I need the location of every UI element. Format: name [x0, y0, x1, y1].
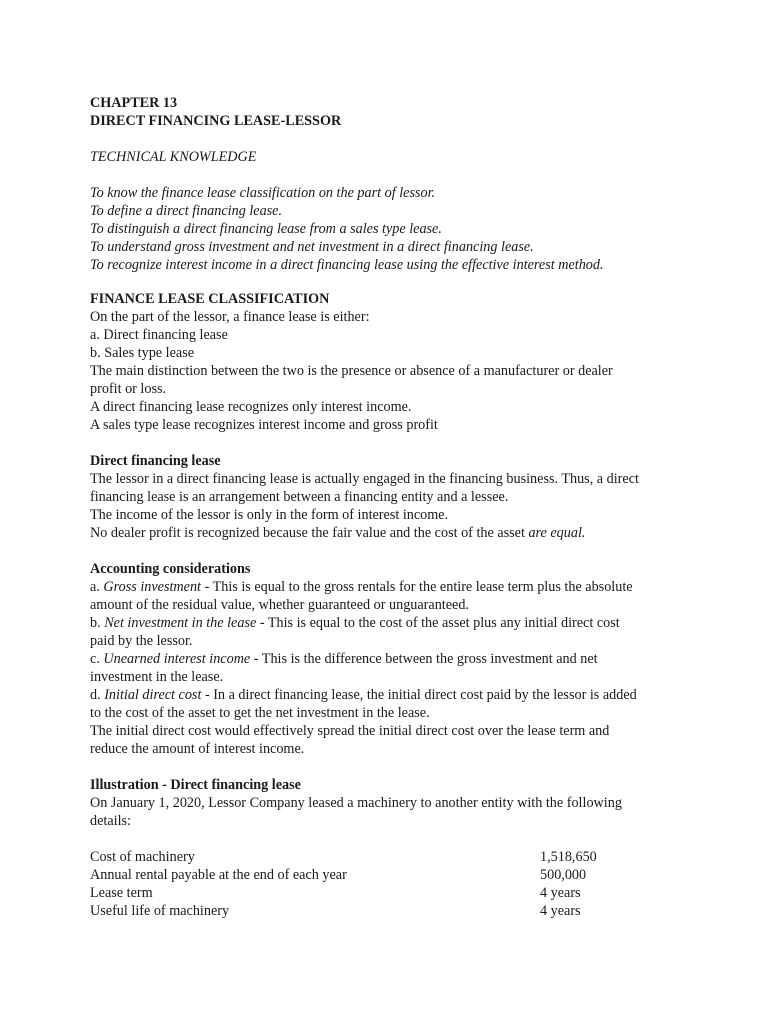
list-item — [90, 614, 710, 632]
illustration-heading: Illustration - Direct financing lease — [90, 777, 301, 793]
paragraph-line: to the cost of the asset to get the net investment in the lease. — [90, 705, 430, 721]
paragraph-line: The lessor in a direct financing lease is actually engaged in the financing business. Thus, a direct — [90, 471, 639, 487]
objective-item: To know the finance lease classification on the part of lessor. — [90, 185, 436, 201]
paragraph-line: On the part of the lessor, a finance lease is either: — [90, 309, 370, 325]
detail-value: 500,000 — [540, 867, 587, 883]
term-gross-investment: Gross investment — [103, 579, 202, 595]
text-span: - This is equal to the cost of the asset plus any initial direct cost — [256, 615, 620, 631]
paragraph-line: A sales type lease recognizes interest income and gross profit — [90, 417, 438, 433]
term-initial-direct-cost: Initial direct cost — [104, 687, 202, 703]
paragraph-line: amount of the residual value, whether guaranteed or unguaranteed. — [90, 597, 469, 613]
detail-value: 4 years — [540, 903, 581, 919]
paragraph-line: On January 1, 2020, Lessor Company leased a machinery to another entity with the following — [90, 795, 622, 811]
page-content — [90, 94, 710, 920]
item-prefix: d. — [90, 687, 105, 703]
paragraph-line: financing lease is an arrangement between a financing entity and a lessee. — [90, 489, 509, 505]
term-unearned-interest: Unearned interest income — [103, 651, 251, 667]
detail-value: 1,518,650 — [540, 849, 597, 865]
detail-row — [90, 866, 710, 884]
detail-label: Cost of machinery — [90, 849, 195, 865]
paragraph-line: The income of the lessor is only in the form of interest income. — [90, 507, 449, 523]
paragraph-line: profit or loss. — [90, 381, 167, 397]
paragraph-line — [90, 524, 710, 542]
paragraph-line: The main distinction between the two is the presence or absence of a manufacturer or dealer — [90, 363, 613, 379]
item-prefix: c. — [90, 651, 104, 667]
emphasis-text: are equal. — [528, 525, 586, 541]
objective-item: To recognize interest income in a direct financing lease using the effective interest method. — [90, 257, 604, 273]
paragraph-line: paid by the lessor. — [90, 633, 193, 649]
detail-row — [90, 902, 710, 920]
text-span: - This is equal to the gross rentals for the entire lease term plus the absolute — [201, 579, 633, 595]
text-span: - In a direct financing lease, the initial direct cost paid by the lessor is added — [201, 687, 637, 703]
paragraph-line: A direct financing lease recognizes only interest income. — [90, 399, 412, 415]
chapter-number: CHAPTER 13 — [90, 95, 178, 111]
classification-heading: FINANCE LEASE CLASSIFICATION — [90, 291, 330, 307]
list-item — [90, 578, 710, 596]
item-prefix: b. — [90, 615, 105, 631]
lease-details-table — [90, 848, 710, 920]
term-net-investment: Net investment in the lease — [104, 615, 257, 631]
paragraph-line: The initial direct cost would effectively spread the initial direct cost over the lease term and — [90, 723, 610, 739]
text-span: No dealer profit is recognized because the fair value and the cost of the asset — [90, 525, 529, 541]
detail-row — [90, 848, 710, 866]
detail-label: Useful life of machinery — [90, 903, 230, 919]
objective-item: To understand gross investment and net investment in a direct financing lease. — [90, 239, 534, 255]
direct-financing-heading: Direct financing lease — [90, 453, 221, 469]
technical-knowledge-heading: TECHNICAL KNOWLEDGE — [90, 149, 257, 165]
paragraph-line: reduce the amount of interest income. — [90, 741, 305, 757]
list-item — [90, 650, 710, 668]
text-span: - This is the difference between the gross investment and net — [250, 651, 598, 667]
paragraph-line: details: — [90, 813, 131, 829]
chapter-title: DIRECT FINANCING LEASE-LESSOR — [90, 113, 342, 129]
list-item: a. Direct financing lease — [90, 327, 228, 343]
accounting-heading: Accounting considerations — [90, 561, 251, 577]
detail-label: Annual rental payable at the end of each year — [90, 867, 347, 883]
detail-label: Lease term — [90, 885, 153, 901]
list-item: b. Sales type lease — [90, 345, 195, 361]
objective-item: To define a direct financing lease. — [90, 203, 283, 219]
list-item — [90, 686, 710, 704]
detail-value: 4 years — [540, 885, 581, 901]
paragraph-line: investment in the lease. — [90, 669, 224, 685]
item-prefix: a. — [90, 579, 104, 595]
detail-row — [90, 884, 710, 902]
objective-item: To distinguish a direct financing lease from a sales type lease. — [90, 221, 442, 237]
